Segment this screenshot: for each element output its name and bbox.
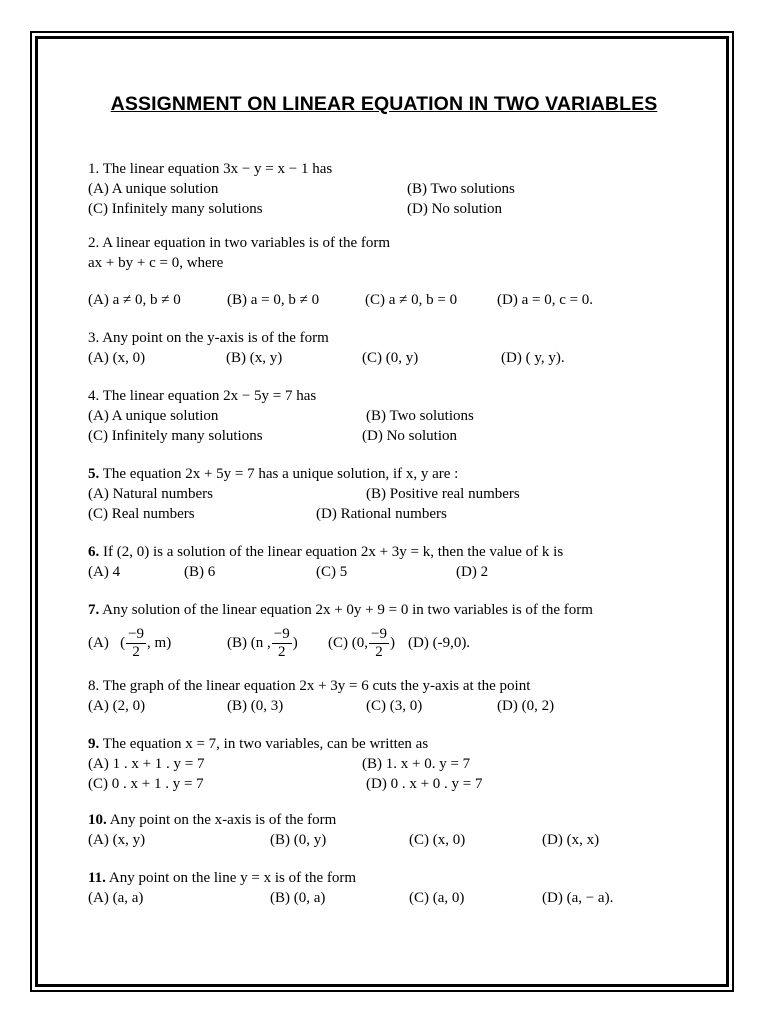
question-5 [88, 464, 688, 524]
option-c[interactable]: (C) (a, 0) [409, 890, 465, 906]
option-c[interactable]: (C) Infinitely many solutions [88, 201, 263, 217]
question-stem-continued: ax + by + c = 0, where [88, 255, 224, 271]
question-number: 4. [88, 388, 100, 404]
option-a[interactable]: (A) A unique solution [88, 181, 219, 197]
question-11 [88, 868, 688, 908]
question-10 [88, 810, 688, 850]
question-stem: The linear equation 2x − 5y = 7 has [102, 388, 317, 404]
question-number: 2. [88, 235, 100, 251]
question-1 [88, 159, 688, 219]
fraction: $\frac{-9}{2}$ [273, 626, 290, 661]
option-d[interactable]: (D) 2 [456, 564, 489, 580]
option-c[interactable]: (C) Infinitely many solutions [88, 428, 263, 444]
question-number: 5. [88, 466, 100, 482]
option-a[interactable]: (A) A unique solution [88, 408, 219, 424]
option-d[interactable]: (D) No solution [362, 428, 457, 444]
question-6 [88, 542, 688, 582]
question-stem: The equation 2x + 5y = 7 has a unique solution, if x, y are : [102, 466, 459, 482]
option-d[interactable]: (D) No solution [407, 201, 502, 217]
option-b[interactable]: (B) 6 [184, 564, 216, 580]
option-b[interactable]: (B) (n , $\frac{-9}{2}$ ) [227, 626, 298, 661]
question-stem: Any solution of the linear equation 2x + 0y + 9 = 0 in two variables is of the form [102, 602, 593, 618]
option-b[interactable]: (B) (0, a) [270, 890, 326, 906]
question-3 [88, 328, 688, 368]
fraction: $\frac{-9}{2}$ [371, 626, 387, 661]
question-number: 10. [88, 812, 107, 828]
option-b[interactable]: (B) Positive real numbers [366, 486, 520, 502]
option-d[interactable]: (D) (0, 2) [497, 698, 555, 714]
option-a[interactable]: (A) (2, 0) [88, 698, 146, 714]
option-b[interactable]: (B) Two solutions [366, 408, 474, 424]
question-stem: The equation x = 7, in two variables, can be written as [102, 736, 429, 752]
option-b[interactable]: (B) (0, y) [270, 832, 327, 848]
option-d[interactable]: (D) ( y, y). [501, 350, 565, 366]
option-d[interactable]: (D) (a, − a). [542, 890, 614, 906]
question-number: 1. [88, 161, 100, 177]
option-a[interactable]: (A) ( $\frac{-9}{2}$ , m) [88, 626, 172, 661]
option-d[interactable]: (D) a = 0, c = 0. [497, 292, 594, 308]
fraction: $\frac{-9}{2}$ [128, 626, 145, 661]
question-stem: Any point on the line y = x is of the form [108, 870, 357, 886]
option-b[interactable]: (B) 1. x + 0. y = 7 [362, 756, 471, 772]
question-stem: Any point on the y-axis is of the form [102, 330, 329, 346]
option-d[interactable]: (D) Rational numbers [316, 506, 447, 522]
option-a[interactable]: (A) (a, a) [88, 890, 144, 906]
option-a[interactable]: (A) 1 . x + 1 . y = 7 [88, 756, 205, 772]
question-stem: If (2, 0) is a solution of the linear equation 2x + 3y = k, then the value of k is [103, 544, 564, 560]
option-b[interactable]: (B) (0, 3) [227, 698, 284, 714]
option-d[interactable]: (D) (x, x) [542, 832, 600, 848]
question-8 [88, 676, 688, 716]
question-number: 3. [88, 330, 100, 346]
option-c[interactable]: (C) Real numbers [88, 506, 195, 522]
question-7 [88, 600, 688, 666]
option-c[interactable]: (C) (0, y) [362, 350, 419, 366]
question-9 [88, 734, 688, 794]
option-c[interactable]: (C) (3, 0) [366, 698, 423, 714]
question-2 [88, 233, 688, 310]
option-b[interactable]: (B) (x, y) [226, 350, 283, 366]
question-stem: The linear equation 3x − y = x − 1 has [102, 161, 333, 177]
option-c[interactable]: (C) a ≠ 0, b = 0 [365, 292, 458, 308]
option-a[interactable]: (A) 4 [88, 564, 121, 580]
question-stem: The graph of the linear equation 2x + 3y = 6 cuts the y-axis at the point [102, 678, 531, 694]
option-a[interactable]: (A) a ≠ 0, b ≠ 0 [88, 292, 181, 308]
question-number: 6. [88, 544, 100, 560]
option-c[interactable]: (C) (0, $\frac{-9}{2}$ ) [328, 626, 395, 661]
option-c[interactable]: (C) 5 [316, 564, 348, 580]
option-c[interactable]: (C) (x, 0) [409, 832, 466, 848]
page-title: ASSIGNMENT ON LINEAR EQUATION IN TWO VARIABLES [110, 93, 658, 115]
option-d[interactable]: (D) 0 . x + 0 . y = 7 [366, 776, 483, 792]
option-d[interactable]: (D) (-9,0). [408, 635, 471, 651]
option-a[interactable]: (A) (x, 0) [88, 350, 146, 366]
question-number: 7. [88, 602, 100, 618]
question-4 [88, 386, 688, 446]
question-stem: Any point on the x-axis is of the form [109, 812, 337, 828]
option-c[interactable]: (C) 0 . x + 1 . y = 7 [88, 776, 204, 792]
option-a[interactable]: (A) (x, y) [88, 832, 146, 848]
option-b[interactable]: (B) Two solutions [407, 181, 515, 197]
question-number: 9. [88, 736, 100, 752]
option-a[interactable]: (A) Natural numbers [88, 486, 213, 502]
question-number: 11. [88, 870, 106, 886]
option-b[interactable]: (B) a = 0, b ≠ 0 [227, 292, 320, 308]
question-stem: A linear equation in two variables is of the form [102, 235, 391, 251]
question-number: 8. [88, 678, 100, 694]
